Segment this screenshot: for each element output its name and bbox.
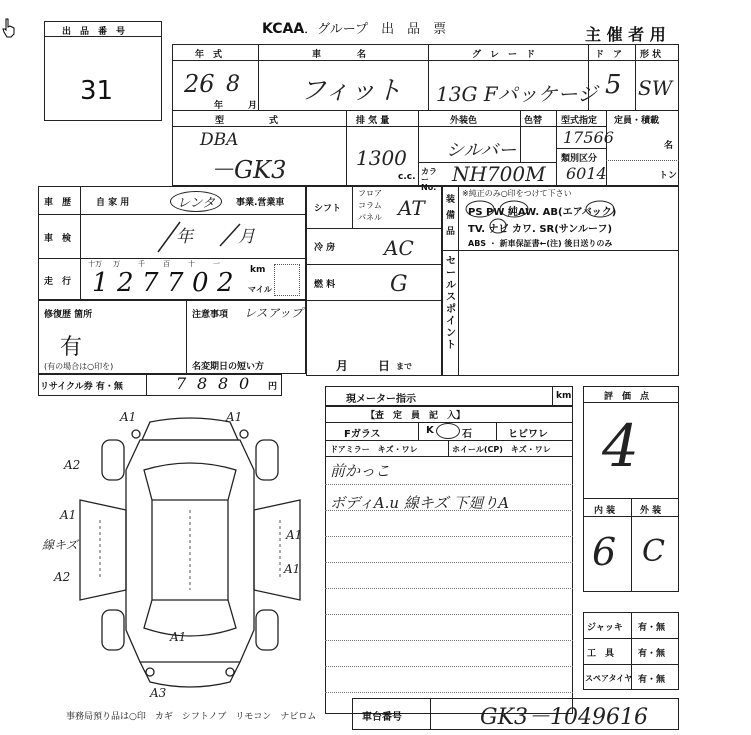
mileage-unit: 十万 [88, 260, 102, 268]
lot-number: 31 [80, 76, 114, 106]
shift-label: シフト [314, 204, 342, 214]
glass-label: Fガラス [344, 429, 381, 440]
shift-option: フロア [358, 189, 382, 198]
type-value-1: DBA [200, 130, 239, 150]
ac-label: 冷 房 [314, 243, 336, 253]
name-change-until: まで [396, 362, 412, 371]
mileage-digit: 2 [117, 268, 134, 298]
month-unit: 月 [248, 101, 258, 111]
name-change-month: 月 [336, 359, 349, 373]
door-header: ド ア [595, 50, 623, 60]
mileage-unit: 十 [188, 260, 195, 268]
lot-label: 出 品 番 号 [62, 27, 126, 37]
year-header: 年 式 [195, 50, 223, 60]
damage-mark: A1 [170, 630, 187, 644]
caution-label: 注意事項 [192, 310, 229, 320]
year-value: 26 [184, 70, 215, 98]
caution-value: レスアップ [244, 306, 303, 320]
mileage-digit: 1 [92, 268, 109, 298]
damage-mark: A1 [226, 410, 243, 424]
damage-mark: 線キズ [42, 538, 78, 552]
interior-value: 6 [592, 530, 617, 574]
month-value: 8 [226, 72, 240, 97]
footer-keep: 事務局預り品は○印 カギ シフトノブ リモコン ナビロム [66, 712, 317, 722]
hand-cursor-icon [2, 18, 16, 42]
grade-header: グ レ ー ド [472, 50, 536, 60]
color-value: シルバー [446, 140, 517, 161]
class-header: 類別区分 [561, 154, 598, 164]
shift-options [358, 188, 382, 224]
ac-value: AC [384, 236, 414, 260]
shift-option: コラム [358, 201, 382, 210]
meter-unit: km [556, 391, 572, 401]
shape-value: SW [638, 76, 673, 100]
tools-label: 工 具 [587, 649, 615, 659]
displacement-value: 1300 [356, 146, 407, 170]
crack-label: ヒビワレ [508, 429, 548, 440]
recycle-label: リサイクル券 有・無 [40, 382, 123, 392]
chassis-value: GK3－1049616 [480, 705, 648, 730]
equipment-label: 装備品 [446, 195, 456, 237]
mileage-digit: 7 [142, 268, 159, 298]
spare-yesno: 有・無 [638, 675, 666, 685]
equipment-line-1: PS PW 純AW. AB(エアバック) [468, 207, 617, 218]
equipment-circles [462, 196, 622, 236]
ext-color-header: 外装色 [450, 116, 478, 126]
color-change-header: 色替 [524, 116, 543, 126]
color-no-label: カラー No. [421, 167, 437, 192]
car-damage-diagram [40, 400, 320, 700]
header-right-title: 主 催 者 用 [585, 25, 666, 44]
recycle-digit: 8 [218, 374, 229, 393]
type-cert-header: 型式指定 [561, 116, 598, 126]
interior-label: 内 装 [594, 506, 616, 516]
equipment-line-2: TV. ナビ カワ. SR(サンルーフ) [468, 224, 613, 235]
capacity-unit-2: トン [659, 171, 678, 181]
stone-label-k: K [426, 425, 434, 436]
color-no-value: NH700M [452, 162, 546, 186]
damage-mark: A1 [60, 508, 77, 522]
door-mirror-label: ドアミラー キズ・ワレ [330, 445, 418, 454]
mileage-digits [92, 268, 252, 298]
jack-label: ジャッキ [587, 623, 623, 633]
history-label: 車 歴 [44, 198, 72, 208]
stone-circle [436, 423, 460, 439]
capacity-unit-1: 名 [664, 141, 674, 151]
mileage-digit: 2 [217, 268, 234, 298]
chassis-label: 車台番号 [362, 712, 402, 723]
mileage-label: 走 行 [44, 277, 72, 287]
recycle-digit: 7 [176, 374, 187, 393]
meter-label: 現メーター指示 [346, 394, 416, 405]
inspection-label: 車 検 [44, 234, 72, 244]
mileage-unit: 万 [113, 260, 120, 268]
jack-yesno: 有・無 [638, 623, 666, 633]
damage-mark: A1 [284, 562, 301, 576]
class-value: 6014 [566, 164, 607, 183]
type-header: 型 式 [215, 116, 279, 126]
shift-option: パネル [358, 213, 382, 222]
damage-mark: A2 [54, 570, 71, 584]
fuel-label: 燃 料 [314, 280, 336, 290]
type-cert-value: 17566 [563, 128, 614, 147]
capacity-header: 定員・積載 [614, 116, 660, 126]
shape-header: 形 状 [640, 50, 662, 60]
damage-mark: A3 [150, 686, 167, 700]
name-change-day: 日 [378, 359, 391, 373]
header-text: ．グループ 出 品 票 [304, 22, 447, 37]
fuel-value: G [390, 272, 408, 297]
shift-value: AT [398, 196, 425, 220]
repair-note: (有の場合は○印を) [44, 362, 114, 371]
inspector-note-2: ボディA.u 線キズ 下廻りA [330, 494, 510, 512]
type-value-2: －GK3 [210, 156, 287, 184]
damage-mark: A2 [64, 458, 81, 472]
mileage-unit: 千 [138, 260, 145, 268]
history-rental: レンタ [170, 191, 222, 212]
door-value: 5 [605, 70, 622, 100]
displacement-header: 排 気 量 [356, 116, 390, 126]
recycle-digits [176, 374, 260, 393]
mile-unit: マイル [248, 285, 272, 294]
recycle-digit: 0 [239, 374, 250, 393]
inspection-month: 月 [238, 227, 255, 247]
brand-logo: KCAA [262, 21, 305, 37]
car-name-value: フィット [300, 76, 402, 106]
sales-point-label: セールスポイント [446, 256, 456, 351]
score-value: 4 [602, 412, 639, 480]
name-change-label: 名変期日の短い方 [192, 362, 265, 372]
recycle-unit: 円 [268, 382, 278, 392]
recycle-digit: 8 [197, 374, 208, 393]
equipment-note: ※純正のみ○印をつけて下さい [462, 189, 572, 198]
year-unit: 年 [214, 101, 224, 111]
repair-value: 有 [60, 335, 83, 360]
inspection-year: 年 [176, 227, 193, 247]
repair-label: 修復歴 箇所 [44, 310, 93, 320]
mile-box [274, 264, 300, 296]
mileage-digit: 7 [167, 268, 184, 298]
mileage-unit: 一 [213, 260, 220, 268]
history-private: 自 家 用 [96, 198, 130, 208]
spare-label: スペアタイヤ [585, 674, 633, 683]
km-unit: km [250, 265, 266, 275]
equipment-line-3: ABS ・ 新車保証書←(注) 後日送りのみ [468, 239, 613, 248]
grade-value: 13G Fパッケージ [436, 82, 598, 106]
exterior-label: 外 装 [640, 506, 662, 516]
inspector-label: 【査 定 員 記 入】 [366, 411, 466, 421]
wheel-label: ホイール(CP) キズ・ワレ [452, 445, 551, 454]
damage-mark: A1 [286, 528, 303, 542]
cc-unit: c.c. [398, 172, 416, 182]
mileage-digit: 0 [192, 268, 209, 298]
inspector-note-1: 前かっこ [330, 462, 391, 480]
tools-yesno: 有・無 [638, 649, 666, 659]
header-title [262, 18, 446, 37]
mileage-unit: 百 [163, 260, 170, 268]
score-label: 評 価 点 [604, 392, 650, 402]
damage-mark: A1 [120, 410, 137, 424]
exterior-value: C [642, 534, 665, 569]
history-business: 事業.営業車 [236, 198, 285, 208]
stone-label: 石 [462, 429, 472, 440]
inspection-slash [150, 216, 260, 256]
car-header: 車 名 [312, 50, 367, 60]
